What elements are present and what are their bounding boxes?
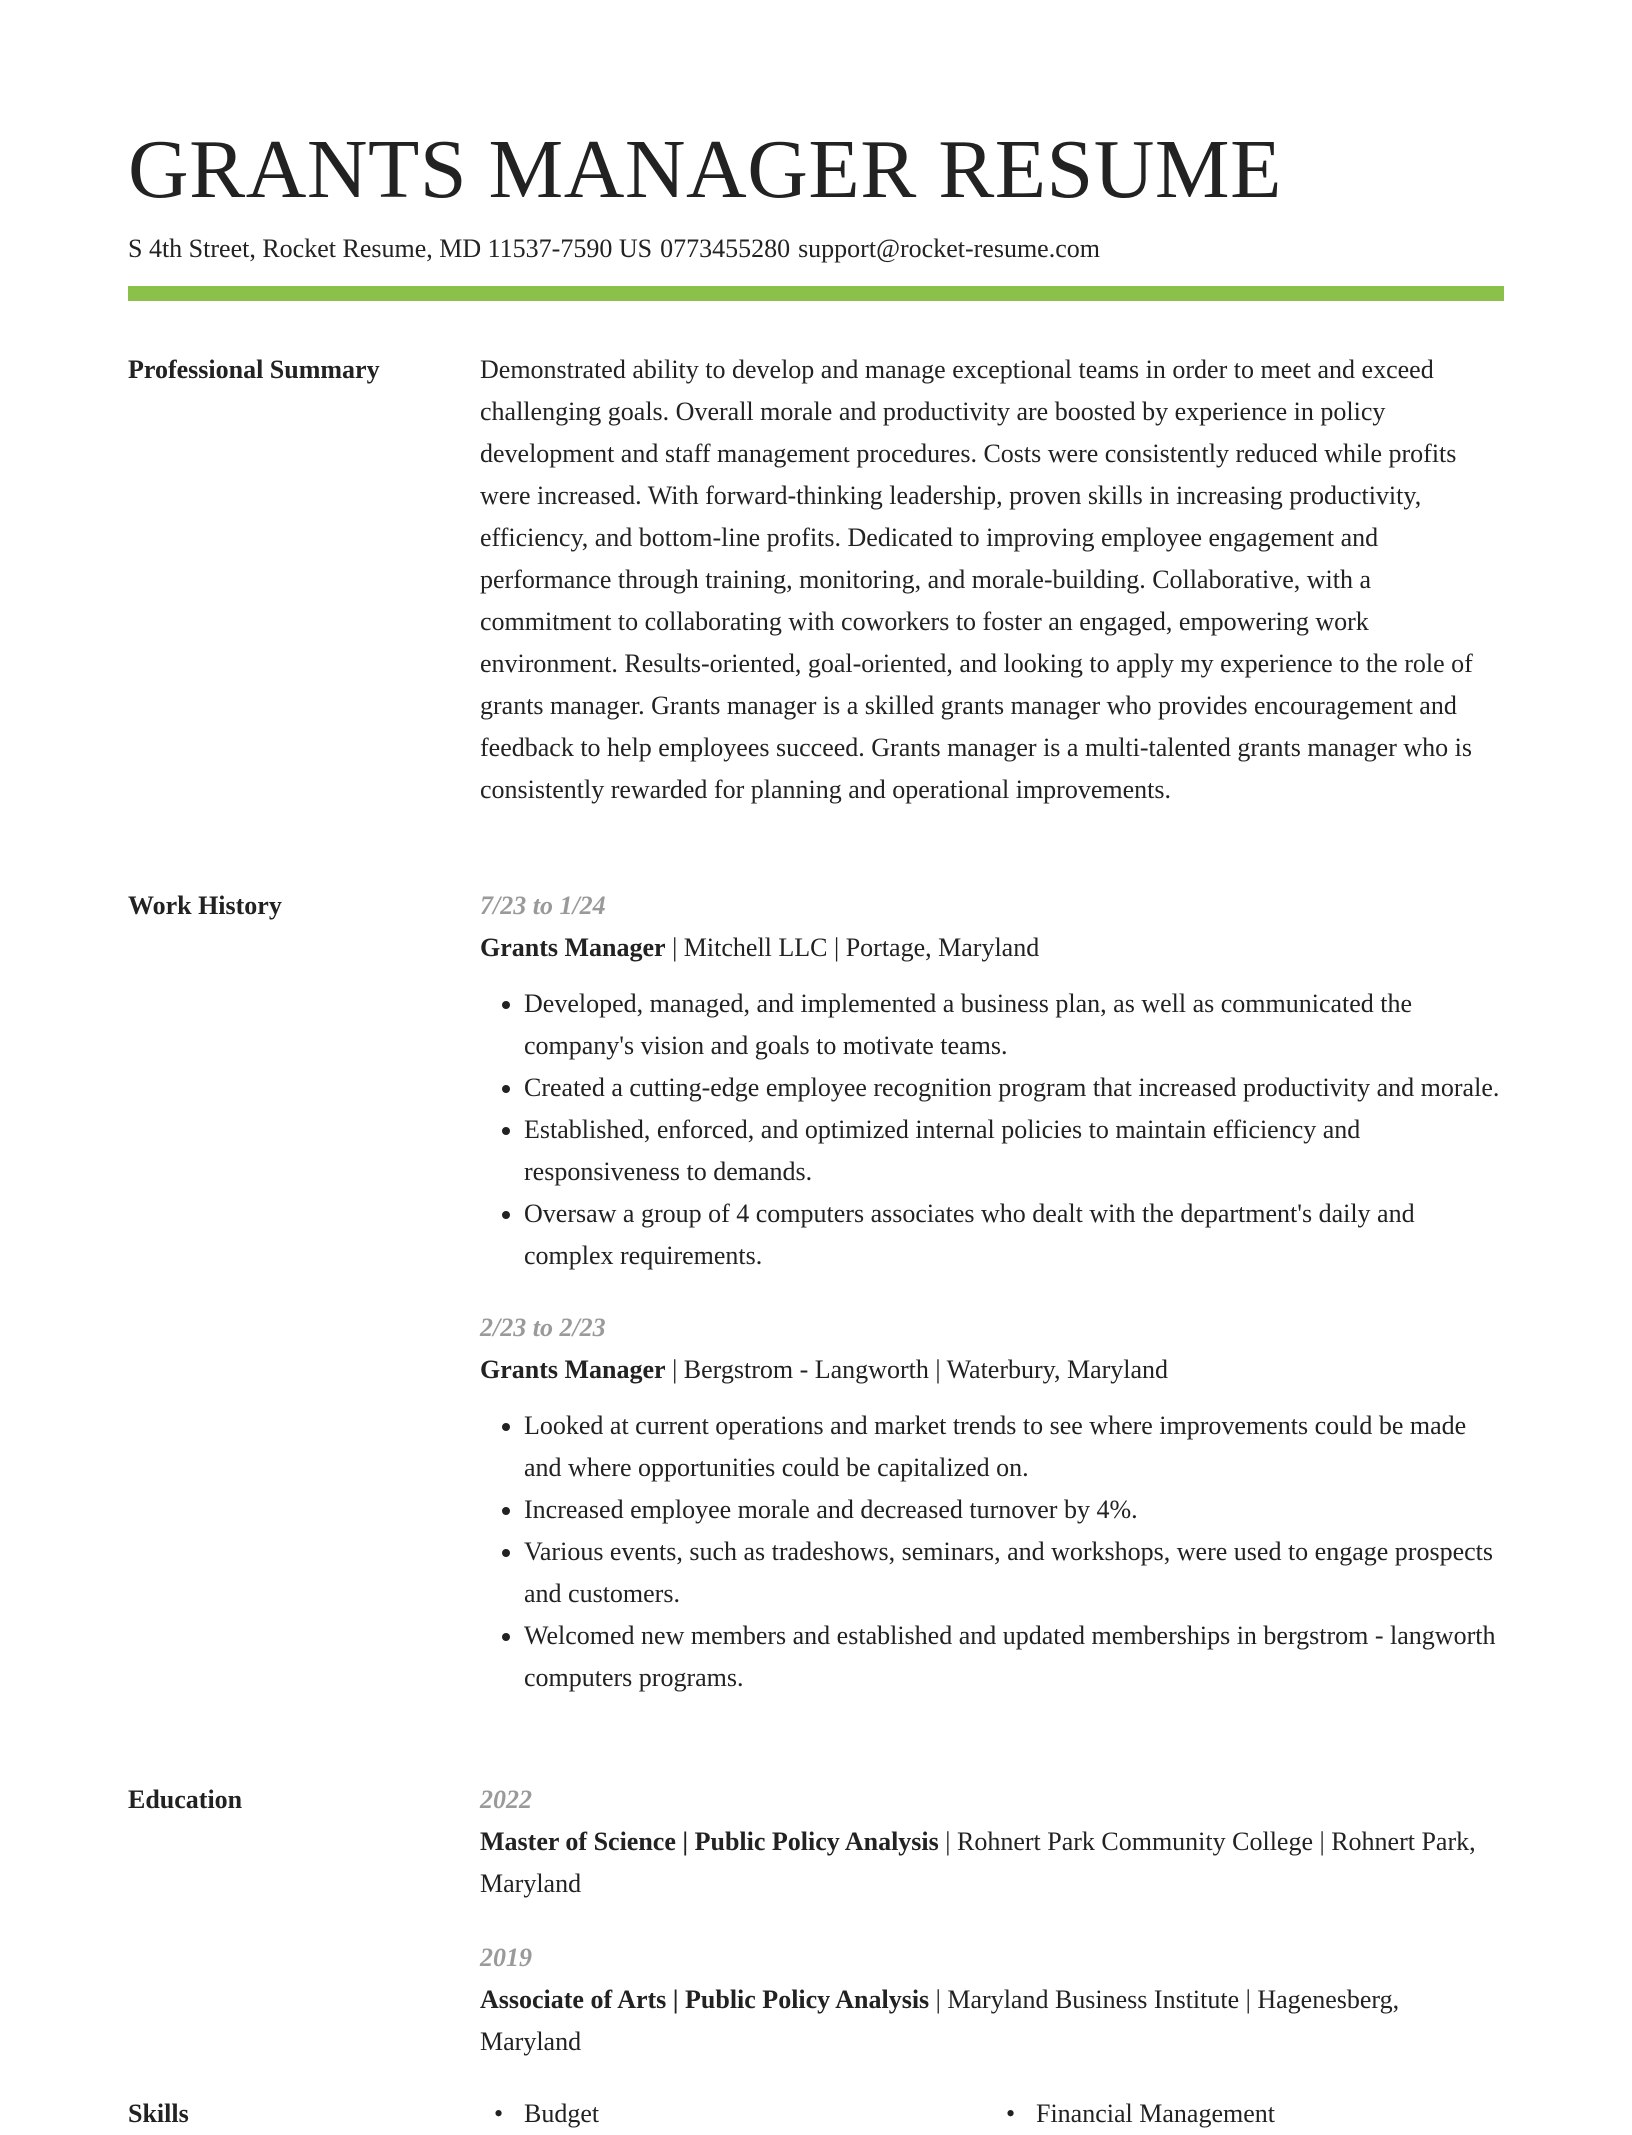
header-divider	[128, 286, 1504, 301]
contact-email: support@rocket-resume.com	[798, 234, 1100, 263]
education-degree: Master of Science | Public Policy Analysis	[480, 1827, 939, 1856]
job-heading	[480, 927, 1504, 969]
job-entry	[480, 885, 1504, 1277]
contact-address: S 4th Street, Rocket Resume, MD 11537-7590 US	[128, 234, 653, 263]
skill-item: • Financial Management	[992, 2093, 1504, 2135]
job-bullet: • Increased employee morale and decreased turnover by 4%.	[524, 1489, 1504, 1531]
job-title: Grants Manager	[480, 1355, 666, 1384]
job-bullet: • Created a cutting-edge employee recognition program that increased productivity and morale.	[524, 1067, 1504, 1109]
job-title: Grants Manager	[480, 933, 666, 962]
education-year: 2019	[480, 1943, 532, 1972]
education-entry	[480, 1779, 1504, 1905]
education-degree: Associate of Arts | Public Policy Analysis	[480, 1985, 930, 2014]
job-bullet: • Looked at current operations and market trends to see where improvements could be made and where opportunities could be capitalized on.	[524, 1405, 1504, 1489]
skills-list	[480, 2093, 1504, 2135]
work-history-label: Work History	[128, 891, 282, 920]
job-details: | Mitchell LLC | Portage, Maryland	[665, 933, 1040, 962]
education-entry	[480, 1937, 1504, 2063]
job-bullet: • Developed, managed, and implemented a business plan, as well as communicated the company's vision and goals to motivate teams.	[524, 983, 1504, 1067]
job-dates: 7/23 to 1/24	[480, 891, 606, 920]
job-bullet: • Oversaw a group of 4 computers associates who dealt with the department's daily and complex requirements.	[524, 1193, 1504, 1277]
education-year: 2022	[480, 1785, 532, 1814]
summary-label: Professional Summary	[128, 355, 380, 384]
summary-text: Demonstrated ability to develop and manage exceptional teams in order to meet and exceed challenging goals. Overall morale and productivity are boosted by experience in policy development and staff management procedures. Costs were consistently reduced while profits were increased. With forward-thinking leadership, proven skills in increasing productivity, efficiency, and bottom-line profits. Dedicated to improving employee engagement and performance through training, monitoring, and morale-building. Collaborative, with a commitment to collaborating with coworkers to foster an engaged, empowering work environment. Results-oriented, goal-oriented, and looking to apply my experience to the role of grants manager. Grants manager is a skilled grants manager who provides encouragement and feedback to help employees succeed. Grants manager is a multi-talented grants manager who is consistently rewarded for planning and operational improvements.	[480, 355, 1473, 804]
education-details: | Maryland Business Institute | Hagenesberg, Maryland	[480, 1985, 1400, 2056]
job-bullet: • Established, enforced, and optimized internal policies to maintain efficiency and responsiveness to demands.	[524, 1109, 1504, 1193]
contact-phone: 0773455280	[660, 234, 791, 263]
summary-body	[480, 349, 1504, 811]
job-entry	[480, 1307, 1504, 1699]
resume-title: GRANTS MANAGER RESUME	[128, 123, 1282, 216]
skill-item: • Budget	[480, 2093, 992, 2135]
education-heading	[480, 1821, 1504, 1905]
education-label: Education	[128, 1785, 243, 1814]
job-bullets	[480, 983, 1504, 1277]
job-bullets	[480, 1405, 1504, 1699]
skills-label: Skills	[128, 2099, 189, 2128]
job-bullet: • Various events, such as tradeshows, seminars, and workshops, were used to engage prospects and customers.	[524, 1531, 1504, 1615]
job-heading	[480, 1349, 1504, 1391]
job-dates: 2/23 to 2/23	[480, 1313, 606, 1342]
skills-body	[480, 2093, 1504, 2135]
contact-line	[128, 232, 1100, 266]
education-details: | Rohnert Park Community College | Rohnert Park, Maryland	[480, 1827, 1476, 1898]
education-body	[480, 1779, 1504, 2063]
education-heading	[480, 1979, 1504, 2063]
job-bullet: • Welcomed new members and established and updated memberships in bergstrom - langworth computers programs.	[524, 1615, 1504, 1699]
work-history-body	[480, 885, 1504, 1699]
job-details: | Bergstrom - Langworth | Waterbury, Maryland	[665, 1355, 1169, 1384]
